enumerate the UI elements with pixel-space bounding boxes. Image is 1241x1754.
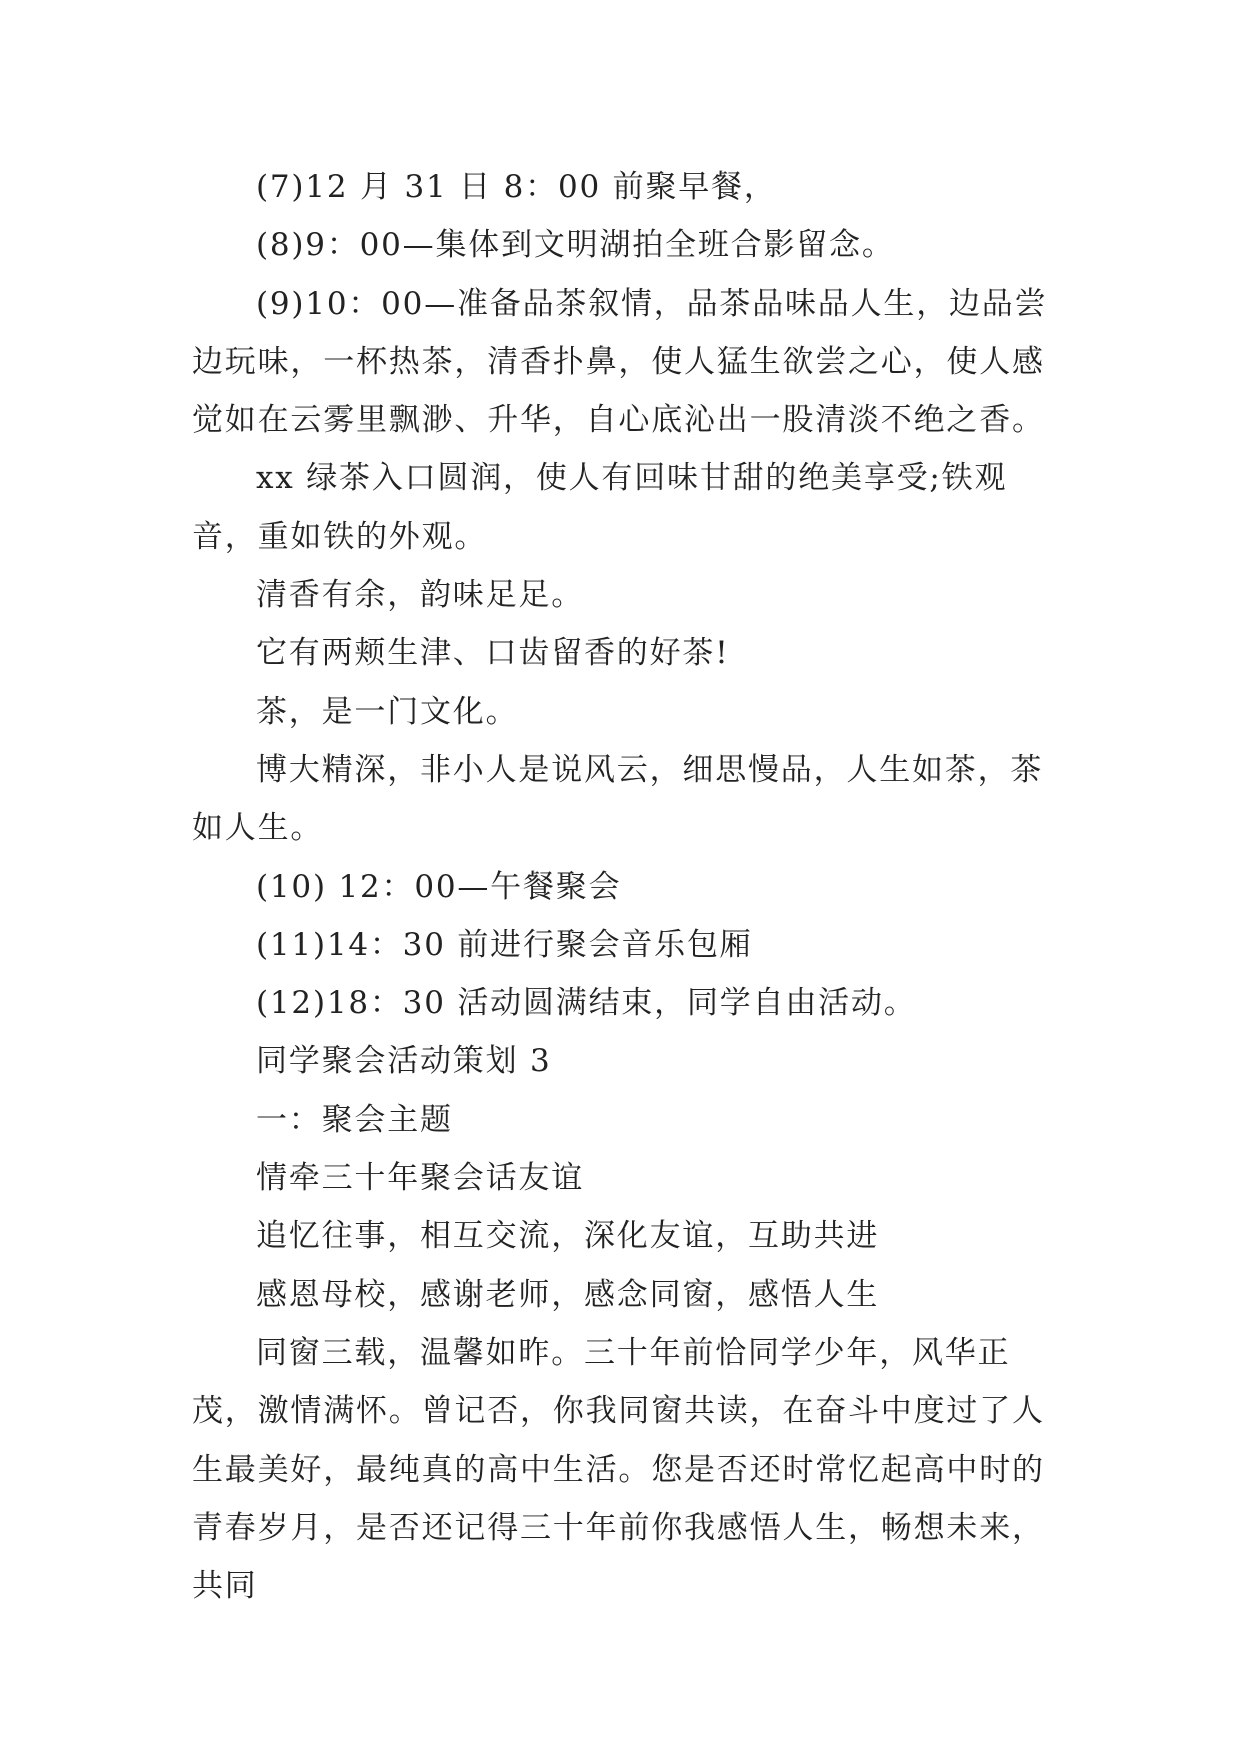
paragraph-schedule-9: (9)10：00—准备品茶叙情，品茶品味品人生，边品尝边玩味，一杯热茶，清香扑鼻，使人猛生欲尝之心，使人感觉如在云雾里飘渺、升华，自心底沁出一股清淡不绝之香。 [192,285,1048,439]
paragraph-schedule-11: (11)14：30 前进行聚会音乐包厢 [256,926,753,963]
document-body [192,158,1062,1615]
paragraph-fragrance: 清香有余，韵味足足。 [256,577,584,614]
paragraph-green-tea: xx 绿茶入口圆润，使人有回味甘甜的绝美享受;铁观音，重如铁的外观。 [192,460,1008,555]
paragraph-good-tea: 它有两颊生津、口齿留香的好茶! [256,635,730,672]
paragraph-schedule-10: (10) 12：00—午餐聚会 [256,868,622,905]
paragraph-theme-line-2: 感恩母校，感谢老师，感念同窗，感悟人生 [256,1276,880,1313]
paragraph-intro: 同窗三载，温馨如昨。三十年前恰同学少年，风华正茂，激情满怀。曾记否，你我同窗共读，在奋斗中度过了人生最美好，最纯真的高中生活。您是否还时常忆起高中时的青春岁月，是否还记得三十年前你我感悟人生，畅想未来，共同 [192,1334,1045,1605]
paragraph-tea-culture: 茶，是一门文化。 [256,693,519,730]
paragraph-theme-line-1: 追忆往事，相互交流，深化友谊，互助共进 [256,1218,880,1255]
subsection-heading-theme: 一：聚会主题 [256,1101,453,1138]
paragraph-schedule-12: (12)18：30 活动圆满结束，同学自由活动。 [256,985,917,1022]
paragraph-theme-title: 情牵三十年聚会话友谊 [256,1160,584,1197]
paragraph-life-like-tea: 博大精深，非小人是说风云，细思慢品，人生如茶，茶如人生。 [192,751,1044,847]
paragraph-schedule-7: (7)12 月 31 日 8：00 前聚早餐， [256,169,777,205]
paragraph-schedule-8: (8)9：00—集体到文明湖拍全班合影留念。 [256,227,895,264]
section-heading: 同学聚会活动策划 3 [256,1043,552,1080]
